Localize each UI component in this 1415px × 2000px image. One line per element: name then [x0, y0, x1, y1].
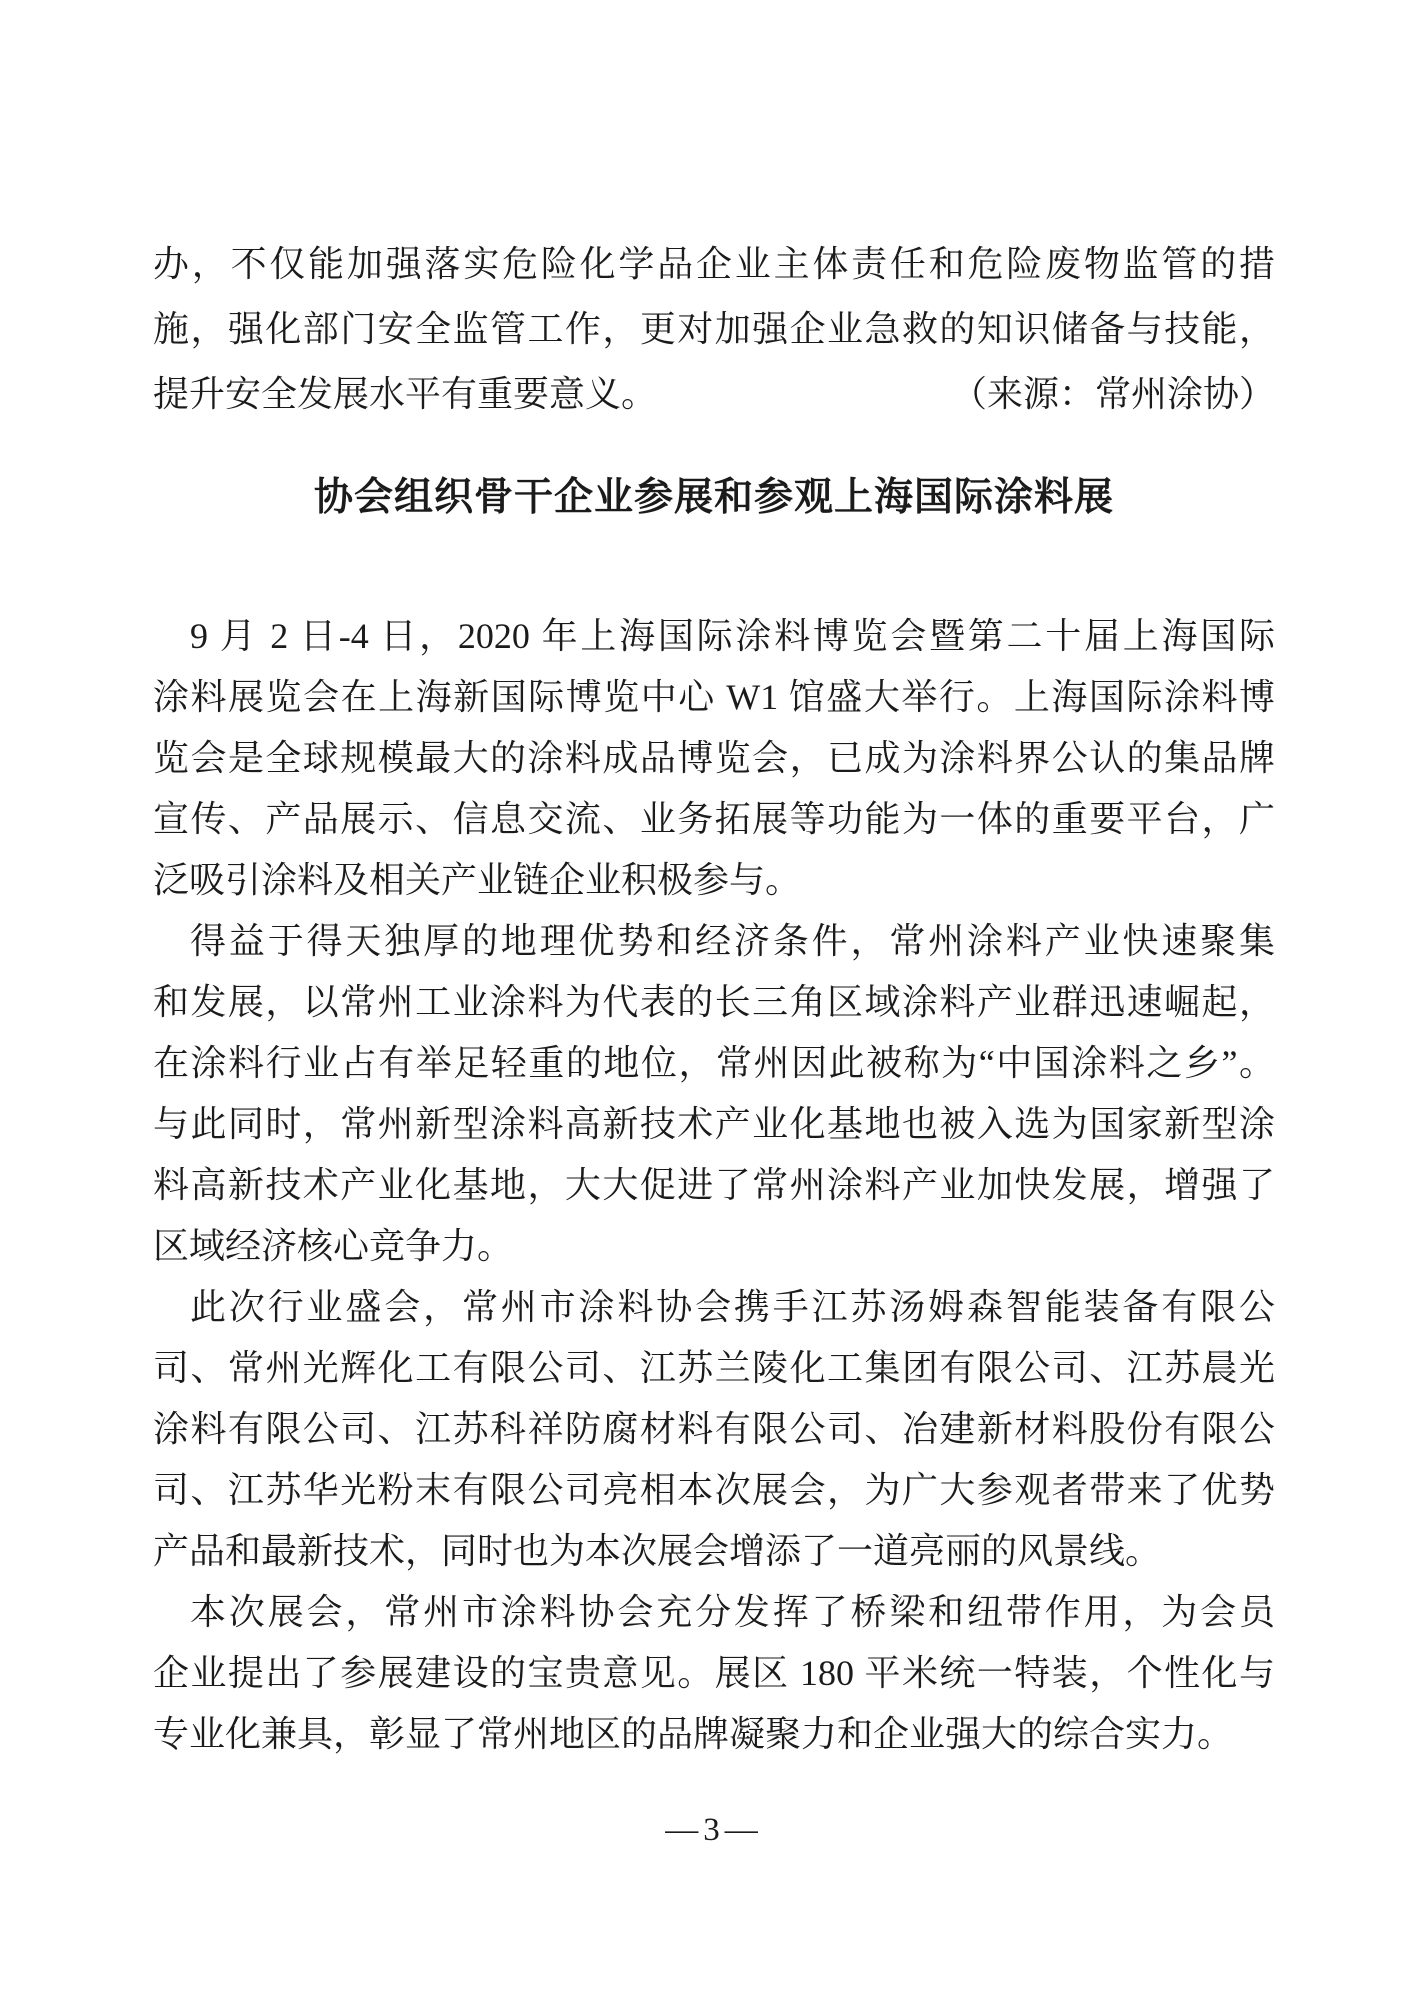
source-attribution: （来源：常州涂协）: [950, 374, 1275, 414]
text-line: 与此同时，常州新型涂料高新技术产业化基地也被入选为国家新型涂: [153, 1104, 1275, 1144]
text-line: 本次展会，常州市涂料协会充分发挥了桥梁和纽带作用，为会员: [190, 1592, 1275, 1632]
text-line: 办，不仅能加强落实危险化学品企业主体责任和危险废物监管的措: [153, 244, 1275, 284]
closing-text: 提升安全发展水平有重要意义。: [153, 374, 658, 414]
paragraph-2: [153, 911, 1275, 1277]
text-line: 企业提出了参展建设的宝贵意见。展区 180 平米统一特装，个性化与: [153, 1653, 1275, 1693]
source-line: [153, 362, 1275, 427]
text-line: 施，强化部门安全监管工作，更对加强企业急救的知识储备与技能，: [153, 309, 1275, 349]
text-line: 9 月 2 日-4 日，2020 年上海国际涂料博览会暨第二十届上海国际: [190, 616, 1275, 656]
page-number: —3—: [665, 1812, 763, 1848]
page-footer: [153, 1807, 1275, 1853]
text-line: 专业化兼具，彰显了常州地区的品牌凝聚力和企业强大的综合实力。: [153, 1714, 1234, 1754]
text-line: 司、常州光辉化工有限公司、江苏兰陵化工集团有限公司、江苏晨光: [153, 1348, 1275, 1388]
article-title: 协会组织骨干企业参展和参观上海国际涂料展: [313, 476, 1114, 519]
text-line: 涂料有限公司、江苏科祥防腐材料有限公司、冶建新材料股份有限公: [153, 1409, 1275, 1449]
text-line: 览会是全球规模最大的涂料成品博览会，已成为涂料界公认的集品牌: [153, 738, 1275, 778]
text-line: 区域经济核心竞争力。: [153, 1226, 514, 1266]
text-line: 宣传、产品展示、信息交流、业务拓展等功能为一体的重要平台，广: [153, 799, 1275, 839]
text-line: 泛吸引涂料及相关产业链企业积极参与。: [153, 860, 802, 900]
text-line: 产品和最新技术，同时也为本次展会增添了一道亮丽的风景线。: [153, 1531, 1162, 1571]
paragraph-4: [153, 1582, 1275, 1765]
text-line: 在涂料行业占有举足轻重的地位，常州因此被称为“中国涂料之乡”。: [153, 1043, 1275, 1083]
paragraph-1: [153, 606, 1275, 911]
paragraph-3: [153, 1277, 1275, 1582]
text-line: 和发展，以常州工业涂料为代表的长三角区域涂料产业群迅速崛起，: [153, 982, 1275, 1022]
continuation-paragraph: [153, 232, 1275, 427]
text-line: 涂料展览会在上海新国际博览中心 W1 馆盛大举行。上海国际涂料博: [153, 677, 1275, 717]
text-line: 得益于得天独厚的地理优势和经济条件，常州涂料产业快速聚集: [190, 921, 1275, 961]
text-line: 料高新技术产业化基地，大大促进了常州涂料产业加快发展，增强了: [153, 1165, 1275, 1205]
text-line: 此次行业盛会，常州市涂料协会携手江苏汤姆森智能装备有限公: [190, 1287, 1275, 1327]
text-line: 司、江苏华光粉末有限公司亮相本次展会，为广大参观者带来了优势: [153, 1470, 1275, 1510]
